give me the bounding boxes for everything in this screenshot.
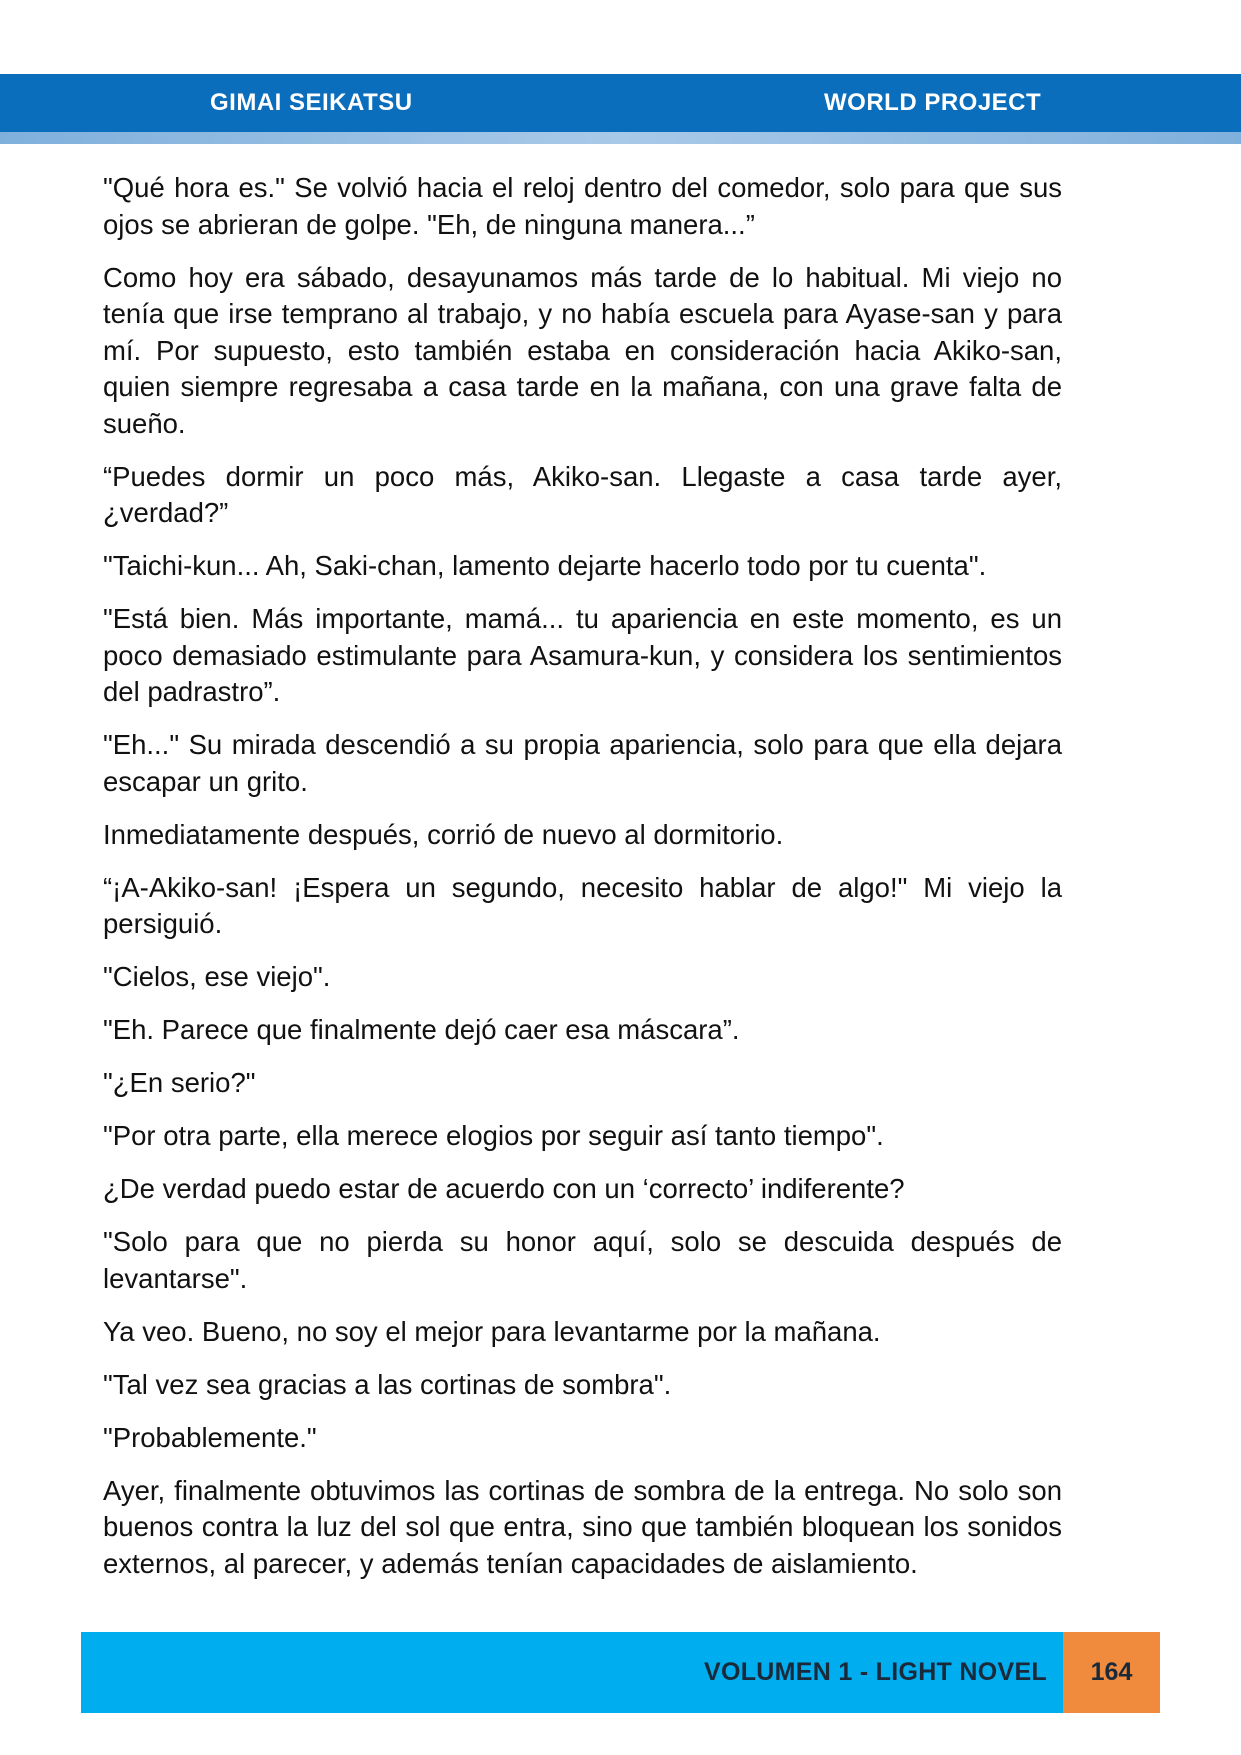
- header-translator-name: WORLD PROJECT: [824, 89, 1042, 116]
- footer-volume-label: VOLUMEN 1 - LIGHT NOVEL: [703, 1658, 1047, 1686]
- paragraph: "Por otra parte, ella merece elogios por seguir así tanto tiempo".: [103, 1120, 884, 1151]
- page-number: 164: [1090, 1658, 1133, 1686]
- paragraph: Ayer, finalmente obtuvimos las cortinas de sombra de la entrega. No solo son buenos contra la luz del sol que entra, sino que también bloquean los sonidos externos, al parecer, y además tenían capacidades de aislamiento.: [103, 1474, 1062, 1579]
- paragraph: “¡A-Akiko-san! ¡Espera un segundo, necesito hablar de algo!" Mi viejo la persiguió.: [103, 871, 1062, 939]
- paragraph: “Puedes dormir un poco más, Akiko-san. Llegaste a casa tarde ayer, ¿verdad?”: [103, 460, 1062, 528]
- page-footer: [81, 1632, 1063, 1713]
- paragraph: "Cielos, ese viejo".: [103, 961, 331, 992]
- paragraph: "Eh..." Su mirada descendió a su propia apariencia, solo para que ella dejara escapar un grito.: [103, 729, 1062, 797]
- paragraph: Inmediatamente después, corrió de nuevo al dormitorio.: [103, 818, 784, 850]
- page-body: [103, 170, 1062, 1599]
- paragraph: "Eh. Parece que finalmente dejó caer esa máscara”.: [103, 1014, 740, 1045]
- header-accent-stripe: [0, 132, 1241, 144]
- paragraph: "Probablemente.": [103, 1421, 317, 1453]
- paragraph: "Taichi-kun... Ah, Saki-chan, lamento dejarte hacerlo todo por tu cuenta".: [103, 550, 987, 581]
- paragraph: Como hoy era sábado, desayunamos más tarde de lo habitual. Mi viejo no tenía que irse temprano al trabajo, y no había escuela para Ayase-san y para mí. Por supuesto, esto también estaba en consideración hacia Akiko-san, quien siempre regresaba a casa tarde en la mañana, con una grave falta de sueño.: [103, 261, 1062, 439]
- paragraph: "Está bien. Más importante, mamá... tu apariencia en este momento, es un poco demasiado estimulante para Asamura-kun, y considera los sentimientos del padrastro”.: [103, 603, 1062, 707]
- header-series-title: GIMAI SEIKATSU: [210, 89, 413, 116]
- paragraph: Ya veo. Bueno, no soy el mejor para levantarme por la mañana.: [103, 1315, 881, 1347]
- paragraph: ¿De verdad puedo estar de acuerdo con un ‘correcto’ indiferente?: [103, 1173, 905, 1204]
- paragraph: "¿En serio?": [103, 1067, 256, 1098]
- paragraph: "Qué hora es." Se volvió hacia el reloj dentro del comedor, solo para que sus ojos se abrieran de golpe. "Eh, de ninguna manera...”: [103, 172, 1062, 240]
- page-header: [0, 74, 1241, 132]
- page-number-box: [1063, 1632, 1160, 1713]
- paragraph: "Solo para que no pierda su honor aquí, solo se descuida después de levantarse".: [103, 1226, 1062, 1294]
- paragraph: "Tal vez sea gracias a las cortinas de sombra".: [103, 1368, 672, 1400]
